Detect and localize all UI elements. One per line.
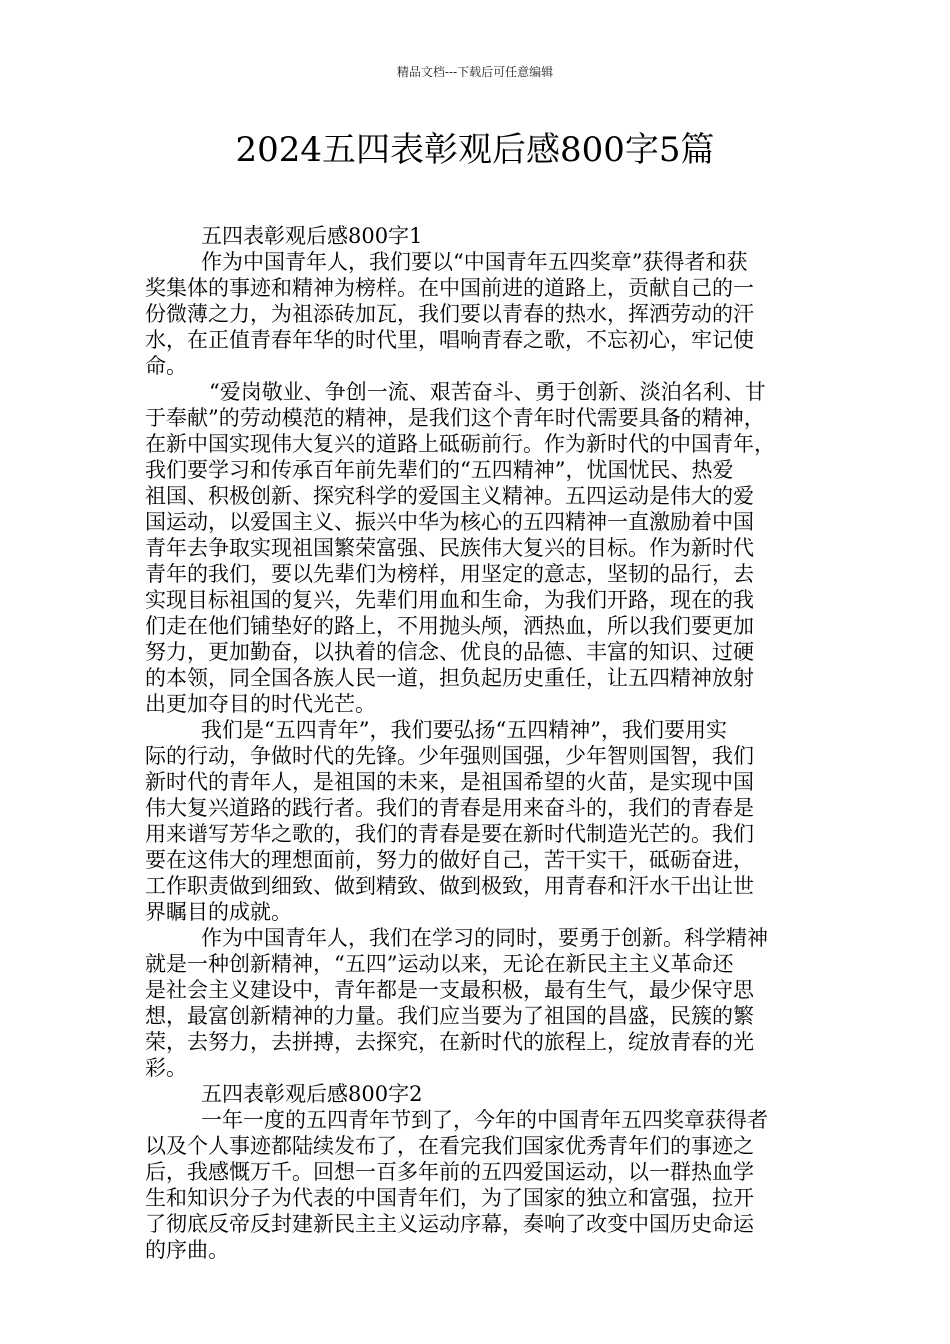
paragraph-line: 生和知识分子为代表的中国青年们，为了国家的独立和富强，拉开: [145, 1186, 754, 1210]
paragraph-line: “爱岗敬业、争创一流、艰苦奋斗、勇于创新、淡泊名利、甘: [209, 380, 766, 404]
paragraph-line: 水，在正值青春年华的时代里，唱响青春之歌，不忘初心，牢记使: [145, 328, 754, 352]
paragraph-line: 的序曲。: [145, 1238, 229, 1262]
paragraph-line: 伟大复兴道路的践行者。我们的青春是用来奋斗的，我们的青春是: [145, 796, 754, 820]
section-heading-text: 五四表彰观后感800字1: [201, 224, 423, 248]
paragraph-line: 出更加夺目的时代光芒。: [145, 692, 376, 716]
paragraph-line: 界瞩目的成就。: [145, 900, 292, 924]
paragraph-line: 用来谱写芳华之歌的，我们的青春是要在新时代制造光芒的。我们: [145, 822, 754, 846]
paragraph-line: 命。: [145, 354, 187, 378]
document-title: 2024五四表彰观后感800字5篇: [235, 130, 715, 170]
section-heading: [145, 223, 820, 249]
paragraph-line: 作为中国青年人，我们在学习的同时，要勇于创新。科学精神: [201, 926, 768, 950]
paragraph-line: 的本领，同全国各族人民一道，担负起历史重任，让五四精神放射: [145, 666, 754, 690]
paragraph-line: 想，最富创新精神的力量。我们应当要为了祖国的昌盛，民簇的繁: [145, 1004, 754, 1028]
paragraph-line: 以及个人事迹都陆续发布了，在看完我们国家优秀青年们的事迹之: [145, 1134, 754, 1158]
page-header-note: 精品文档---下载后可任意编辑: [396, 65, 554, 79]
paragraph-line: 青年去争取实现祖国繁荣富强、民族伟大复兴的目标。作为新时代: [145, 536, 754, 560]
paragraph-line: 努力，更加勤奋，以执着的信念、优良的品德、丰富的知识、过硬: [145, 640, 754, 664]
paragraph: [145, 925, 820, 1081]
paragraph-line: 一年一度的五四青年节到了，今年的中国青年五四奖章获得者: [201, 1108, 768, 1132]
paragraph-line: 于奉献”的劳动模范的精神，是我们这个青年时代需要具备的精神，: [145, 406, 765, 430]
paragraph-line: 作为中国青年人，我们要以“中国青年五四奖章”获得者和获: [201, 250, 748, 274]
paragraph-line: 荣，去努力，去拼搏，去探究，在新时代的旅程上，绽放青春的光: [145, 1030, 754, 1054]
paragraph-line: 们走在他们铺垫好的路上，不用抛头颅，洒热血，所以我们要更加: [145, 614, 754, 638]
paragraph-line: 是社会主义建设中，青年都是一支最积极，最有生气，最少保守思: [145, 978, 754, 1002]
paragraph-line: 就是一种创新精神，“五四”运动以来，无论在新民主主义革命还: [145, 952, 734, 976]
paragraph-line: 国运动，以爱国主义、振兴中华为核心的五四精神一直激励着中国: [145, 510, 754, 534]
paragraph-line: 在新中国实现伟大复兴的道路上砥砺前行。作为新时代的中国青年，: [145, 432, 775, 456]
paragraph-line: 要在这伟大的理想面前，努力的做好自己，苦干实干，砥砺奋进，: [145, 848, 754, 872]
paragraph-line: 我们是“五四青年”，我们要弘扬“五四精神”，我们要用实: [201, 718, 727, 742]
paragraph-line: 祖国、积极创新、探究科学的爱国主义精神。五四运动是伟大的爱: [145, 484, 754, 508]
paragraph: [145, 249, 820, 379]
paragraph-line: 新时代的青年人，是祖国的未来，是祖国希望的火苗，是实现中国: [145, 770, 754, 794]
document-body: [145, 223, 820, 1263]
paragraph-line: 实现目标祖国的复兴，先辈们用血和生命，为我们开路，现在的我: [145, 588, 754, 612]
section-heading: [145, 1081, 820, 1107]
section-heading-text: 五四表彰观后感800字2: [201, 1082, 423, 1106]
paragraph: [145, 379, 820, 717]
paragraph-line: 我们要学习和传承百年前先辈们的“五四精神”，忧国忧民、热爱: [145, 458, 734, 482]
paragraph: [145, 717, 820, 925]
paragraph-line: 际的行动，争做时代的先锋。少年强则国强，少年智则国智，我们: [145, 744, 754, 768]
paragraph-line: 后，我感慨万千。回想一百多年前的五四爱国运动，以一群热血学: [145, 1160, 754, 1184]
paragraph: [145, 1107, 820, 1263]
paragraph-line: 彩。: [145, 1056, 187, 1080]
paragraph-line: 奖集体的事迹和精神为榜样。在中国前进的道路上，贡献自己的一: [145, 276, 754, 300]
paragraph-line: 了彻底反帝反封建新民主主义运动序幕，奏响了改变中国历史命运: [145, 1212, 754, 1236]
paragraph-line: 工作职责做到细致、做到精致、做到极致，用青春和汗水干出让世: [145, 874, 754, 898]
paragraph-line: 份微薄之力，为祖添砖加瓦，我们要以青春的热水，挥洒劳动的汗: [145, 302, 754, 326]
paragraph-line: 青年的我们，要以先辈们为榜样，用坚定的意志，坚韧的品行，去: [145, 562, 754, 586]
